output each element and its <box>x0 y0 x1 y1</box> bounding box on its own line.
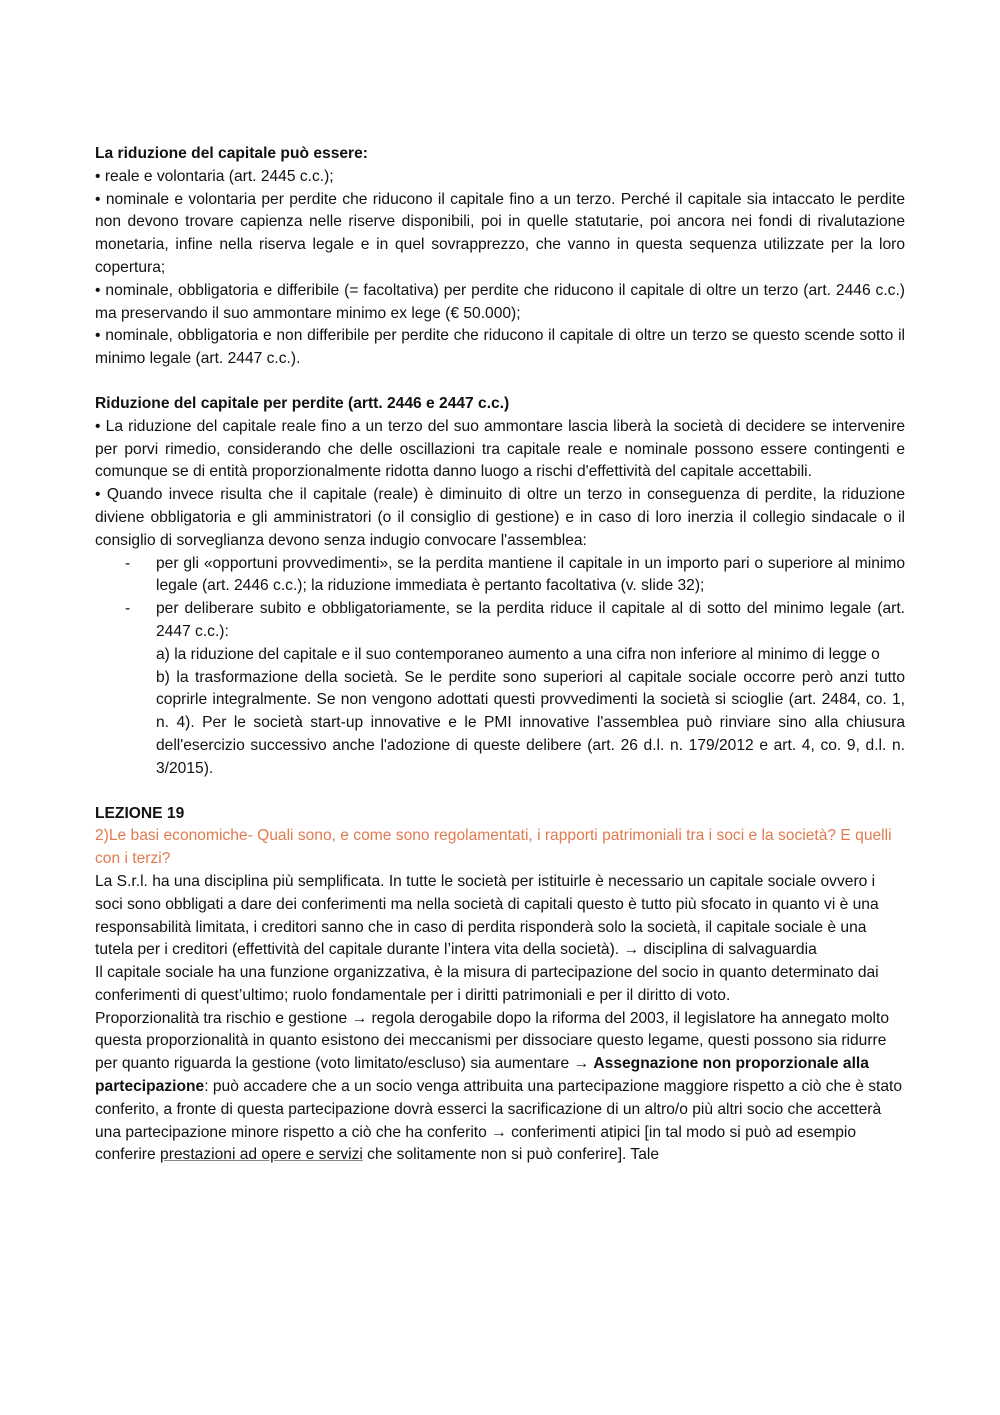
underlined-term: prestazioni ad opere e servizi <box>160 1146 363 1164</box>
dash-glyph: - <box>125 554 131 572</box>
bullet-item: • reale e volontaria (art. 2445 c.c.); <box>95 167 334 185</box>
dash-glyph: - <box>125 600 131 618</box>
dash-item: - per deliberare subito e obbligatoriamente, se la perdita riduce il capitale al di sotto del minimo legale (art. 2447 c.c.): <box>125 600 905 640</box>
bullet-item: • nominale, obbligatoria e differibile (= facoltativa) per perdite che riducono il capitale di oltre un terzo (art. 2446 c.c.) ma preservando il suo ammontare minimo ex lege (€ 50.000); <box>95 281 905 322</box>
bullet-glyph: • <box>95 486 101 504</box>
dash-item: - per gli «opportuni provvedimenti», se la perdita mantiene il capitale in un importo pari o superiore al minimo legale (art. 2446 c.c.); la riduzione immediata è pertanto facoltativa (v. slide 32); <box>125 554 905 595</box>
lesson-title: LEZIONE 19 <box>95 804 185 822</box>
bold-term: Assegnazione non proporzionale alla partecipazione <box>95 1055 869 1096</box>
section-heading-loss-reduction: Riduzione del capitale per perdite (artt. 2446 e 2447 c.c.) <box>95 394 510 412</box>
lesson-question: 2)Le basi economiche- Quali sono, e come sono regolamentati, i rapporti patrimoniali tra i soci e la società? E quelli con i terzi? <box>95 827 892 868</box>
bullet-glyph: • <box>95 281 101 299</box>
bullet-glyph: • <box>95 167 101 185</box>
bullet-glyph: • <box>95 327 101 345</box>
paragraph: Il capitale sociale ha una funzione organizzativa, è la misura di partecipazione del socio in quanto determinato dai conferimenti di quest’ultimo; ruolo fondamentale per i diritti patrimoniali e per il diritto di voto. <box>95 964 879 1004</box>
bullet-glyph: • <box>95 417 101 435</box>
paragraph: La S.r.l. ha una disciplina più semplificata. In tutte le società per istituirle è necessario un capitale sociale ovvero i soci sono obbligati a dare dei conferimenti ma nella società di capitali questo è tutto più sfocato in quanto vi è una responsabilità limitata, i creditori sanno che in caso di perdita risponderà solo la società, il capitale sociale è una tutela per i creditori (effettività del capitale durante l’intera vita della società). → disciplina di salvaguardia <box>95 872 879 959</box>
sub-item-b: b) la trasformazione della società. Se le perdite sono superiori al capitale sociale occorre però anzi tutto coprirle integralmente. Se non vengono adottati questi provvedimenti la società si scioglie (art. 2484, co. 1, n. 4). Per le società start-up innovative e le PMI innovative l'assemblea può rinviare sino alla chiusura dell'esercizio successivo anche l'adozione di queste delibere (art. 26 d.l. n. 179/2012 e art. 4, co. 9, d.l. n. 3/2015). <box>156 668 905 777</box>
spacer <box>95 781 905 803</box>
bullet-item: • nominale e volontaria per perdite che riducono il capitale fino a un terzo. Perché il capitale sia intaccato le perdite non devono trovare capienza nelle riserve disponibili, poi in quelle statutarie, poi ancora nei fondi di rivalutazione monetaria, infine nella riserva legale e in quel sovrapprezzo, che vanno in questa sequenza utilizzate per la loro copertura; <box>95 190 905 276</box>
sub-item-a: a) la riduzione del capitale e il suo contemporaneo aumento a una cifra non inferiore al minimo di legge o <box>156 645 880 663</box>
spacer <box>95 371 905 393</box>
section-heading-capital-reduction: La riduzione del capitale può essere: <box>95 145 368 162</box>
paragraph: Proporzionalità tra rischio e gestione → regola derogabile dopo la riforma del 2003, il legislatore ha annegato molto questa proporzionalità in quanto esistono dei meccanismi per dissociare questo legame, questi possono sia ridurre per quanto riguarda la gestione (voto limitato/escluso) sia aumentare → Assegnazione non proporzionale alla partecipazione: può accadere che a un socio venga attribuita una partecipazione maggiore rispetto a ciò che è stato conferito, a fronte di questa partecipazione dovrà esserci la sacrificazione di un altro/o più altri socio che accetterà una partecipazione minore rispetto a ciò che ha conferito → conferimenti atipici [in tal modo si può ad esempio conferire prestazioni ad opere e servizi che solitamente non si può conferire]. Tale <box>95 1009 903 1164</box>
bullet-item: • La riduzione del capitale reale fino a un terzo del suo ammontare lascia liberà la società di decidere se intervenire per porvi rimedio, considerando che delle oscillazioni tra capitale reale e nominale possono essere contingenti e comunque se di entità proporzionalmente ridotta danno luogo a rischi d'effettività del capitale accettabili. <box>95 417 905 481</box>
bullet-item: • Quando invece risulta che il capitale (reale) è diminuito di oltre un terzo in conseguenza di perdite, la riduzione diviene obbligatoria e gli amministratori (o il consiglio di gestione) e in caso di loro inerzia il collegio sindacale o il consiglio di sorveglianza devono senza indugio convocare l'assemblea: <box>95 486 905 549</box>
dash-list <box>95 553 905 644</box>
bullet-item: • nominale, obbligatoria e non differibile per perdite che riducono il capitale di oltre un terzo se questo scende sotto il minimo legale (art. 2447 c.c.). <box>95 327 905 368</box>
bullet-glyph: • <box>95 190 101 208</box>
